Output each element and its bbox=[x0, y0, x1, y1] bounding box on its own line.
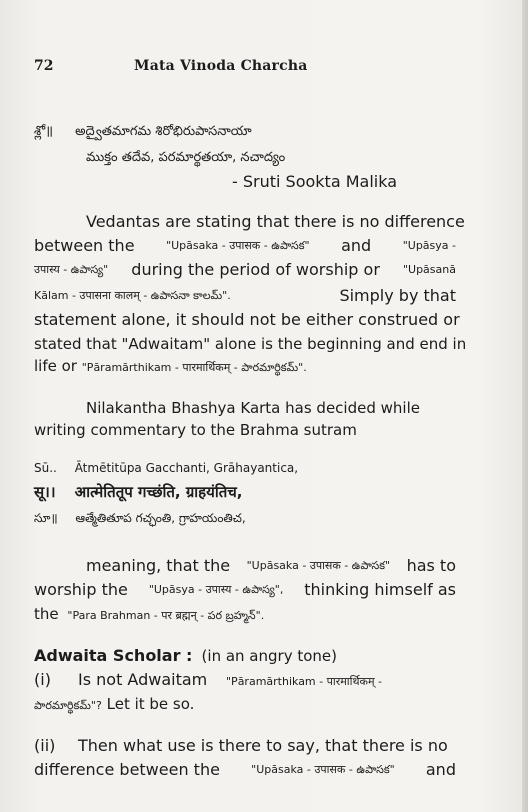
para2-line-2: writing commentary to the Brahma sutram bbox=[34, 421, 357, 439]
running-title: Mata Vinoda Charcha bbox=[134, 58, 308, 74]
speaker-name: Adwaita Scholar : bbox=[34, 646, 193, 665]
verse-line-1: శ్లో॥ అద్వైతమాగమ శిరోభిరుపాసనాయా bbox=[34, 124, 252, 139]
para1-line-7: life or "Pāramārthikam - पारमार्थिकम् - పారమార్థికమ్". bbox=[34, 357, 307, 375]
item-ii-line-1: (ii) Then what use is there to say, that there is no bbox=[34, 736, 448, 755]
verse-label: శ్లో॥ bbox=[34, 124, 53, 139]
item-i-line-2: పారమార్థికమ్"? Let it be so. bbox=[34, 695, 195, 713]
item-i-line-1: (i) Is not Adwaitam "Pāramārthikam - पारमार्थिकम् - bbox=[34, 670, 383, 689]
para3-line-2: worship the "Upāsya - उपास्य - ఉపాస్య", thinking himself as bbox=[34, 580, 456, 599]
sutra-roman: Sū.. Ātmētitūpa Gacchanti, Grāhayantica, bbox=[34, 461, 299, 475]
speaker-line bbox=[34, 646, 466, 666]
verse-line-2: ముక్తం తదేవ, పరమార్థతయా, నచాద్యం bbox=[86, 150, 286, 165]
sutra-telugu: సూ॥ ఆత్మేతితూప గచ్ఛంతి, గ్రాహయంతిచ, bbox=[34, 511, 246, 525]
sutra-devanagari: सू।। आत्मेतितूप गच्छंति, ग्राहयंतिच, bbox=[34, 483, 243, 501]
verse-source: - Sruti Sookta Malika bbox=[232, 172, 397, 191]
para1-line-5: statement alone, it should not be either construed or bbox=[34, 310, 460, 329]
para3-line-1: meaning, that the "Upāsaka - उपासक - ఉపాసక" has to bbox=[86, 556, 456, 575]
page-edge bbox=[522, 0, 528, 812]
item-i-number: (i) bbox=[34, 670, 51, 689]
para1-line-6: stated that "Adwaitam" alone is the beginning and end in bbox=[34, 335, 467, 353]
para2-line-1: Nilakantha Bhashya Karta has decided while bbox=[86, 399, 420, 417]
item-ii-number: (ii) bbox=[34, 736, 56, 755]
page-number: 72 bbox=[34, 58, 54, 74]
para1-line-2: between the "Upāsaka - उपासक - ఉపాసక" and "Upāsya - bbox=[34, 236, 456, 255]
para1-line-4: Kālam - उपासना कालम् - ఉపాసనా కాలమ్". Simply by that bbox=[34, 286, 456, 305]
para1-line-3: उपास्य - ఉపాస్య" during the period of worship or "Upāsanā bbox=[34, 260, 456, 279]
speaker-tone: (in an angry tone) bbox=[201, 647, 337, 665]
para1-line-1: Vedantas are stating that there is no difference bbox=[86, 212, 465, 231]
page-header bbox=[34, 58, 494, 78]
item-ii-line-2: difference between the "Upāsaka - उपासक - ఉపాసక" and bbox=[34, 760, 456, 779]
para3-line-3: the "Para Brahman - पर ब्रह्मन् - పర బ్రహ్మన్". bbox=[34, 605, 265, 623]
